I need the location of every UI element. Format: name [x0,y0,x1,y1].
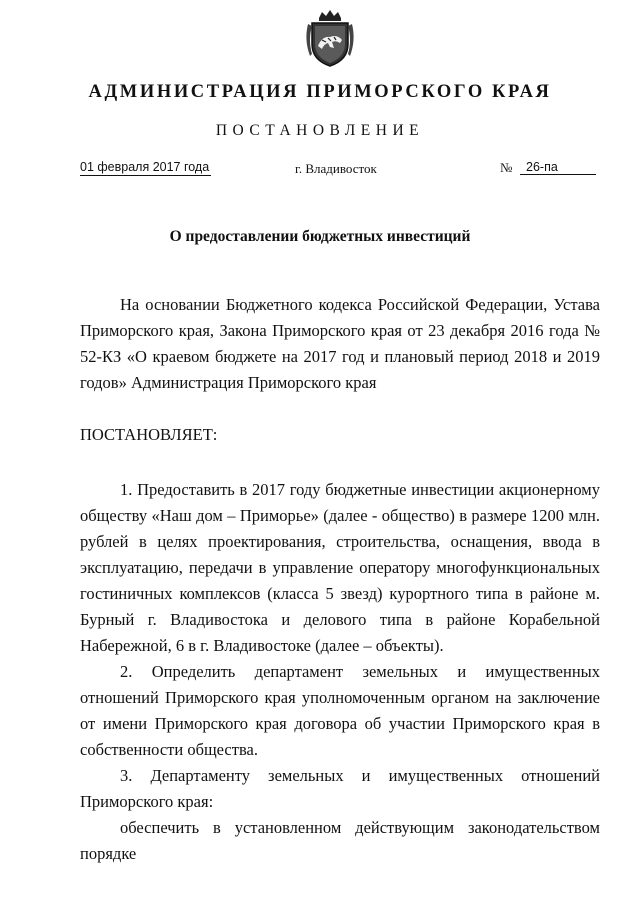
preamble-block [80,292,600,396]
coat-of-arms-icon [304,10,356,68]
resolves-heading: ПОСТАНОВЛЯЕТ: [80,425,218,444]
preamble-paragraph: На основании Бюджетного кодекса Российской Федерации, Устава Приморского края, Закона Приморского края от 23 декабря 2016 года № 52-КЗ «О краевом бюджете на 2017 год и плановый период 2018 и 2019 годов» Администрация Приморского края [80,295,600,392]
document-number-block [500,160,600,176]
document-number: 26-па [520,160,596,175]
document-type: ПОСТАНОВЛЕНИЕ [215,122,425,139]
document-city: г. Владивосток [295,161,377,176]
resolution-item-2: 2. Определить департамент земельных и имущественных отношений Приморского края уполномоченным органом на заключение от имени Приморского края договора об участии Приморского края в собственности общества. [80,662,600,759]
document-meta-row [80,160,600,182]
document-subject: О предоставлении бюджетных инвестиций [169,228,471,245]
resolution-item-3: 3. Департаменту земельных и имущественных отношений Приморского края: [80,766,600,811]
resolution-item-1: 1. Предоставить в 2017 году бюджетные инвестиции акционерному обществу «Наш дом – Приморье» (далее - общество) в размере 1200 млн. рублей в целях проектирования, строительства, оснащения, ввода в эксплуатацию, передачи в управление оператору многофункциональных гостиничных комплексов (класса 5 звезд) курортного типа в районе м. Бурный г. Владивостока и делового типа в районе Корабельной Набережной, 6 в г. Владивостоке (далее – объекты). [80,480,600,655]
number-sign: № [500,160,513,175]
organization-title: АДМИНИСТРАЦИЯ ПРИМОРСКОГО КРАЯ [88,82,552,102]
resolution-item-3-subpoint: обеспечить в установленном действующим законодательством порядке [80,818,600,863]
resolution-items [80,477,600,867]
document-date: 01 февраля 2017 года [80,160,210,174]
